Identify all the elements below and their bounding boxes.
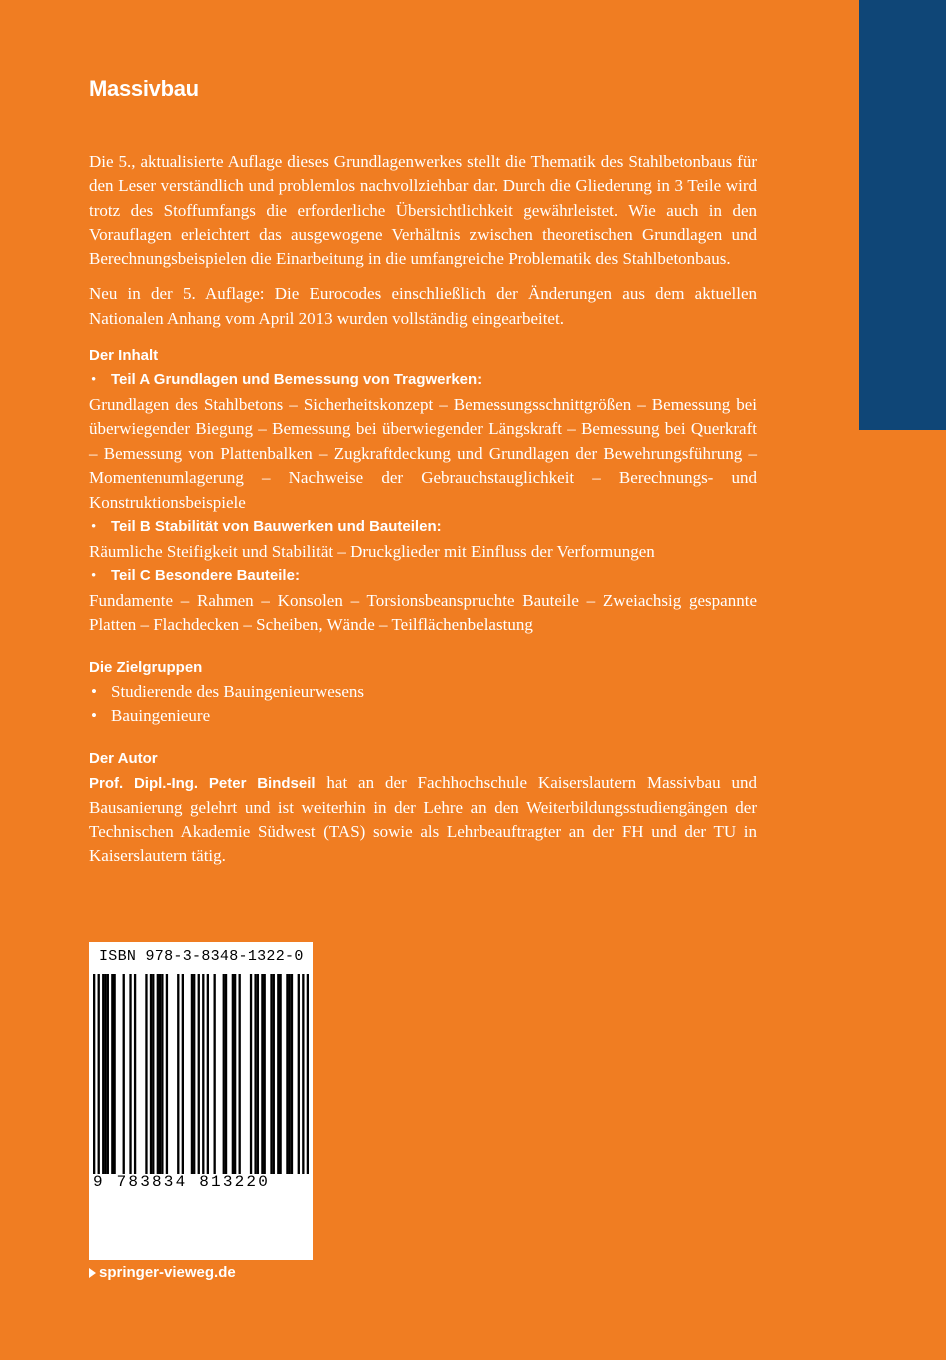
part-title: Teil C Besondere Bauteile: xyxy=(111,567,300,585)
barcode-bar xyxy=(98,974,100,1174)
blue-corner-tab xyxy=(859,0,946,430)
barcode-bar xyxy=(145,974,147,1174)
part-description: Grundlagen des Stahlbetons – Sicherheitskonzept – Bemessungsschnittgrößen – Bemessung bei überwiegender Biegung – Bemessung bei überwiegender Längskraft – Bemessung bei Querkraft – Bemessung von Plattenbalken – Zugkraftdeckung und Grundlagen der Bewehrungsführung – Momentenumlagerung – Nachweise der Gebrauchstauglichkeit – Berechnungs- und Konstruktionsbeispiele xyxy=(89,394,757,512)
bullet-icon: • xyxy=(91,706,97,726)
barcode-bar xyxy=(261,974,263,1174)
barcode-bar xyxy=(250,974,252,1174)
part-description: Räumliche Steifigkeit und Stabilität – Druckglieder mit Einfluss der Verformungen xyxy=(89,541,655,561)
barcode-bar xyxy=(198,974,200,1174)
book-title: Massivbau xyxy=(89,76,199,101)
barcode-bar xyxy=(286,974,288,1174)
barcode-bar xyxy=(302,974,304,1174)
barcode-bar xyxy=(307,974,309,1174)
intro-paragraph-2: Neu in der 5. Auflage: Die Eurocodes einschließlich der Änderungen aus dem aktuellen Nationalen Anhang vom April 2013 wurden vollständig eingearbeitet. xyxy=(89,284,757,328)
publisher-link[interactable] xyxy=(89,1264,236,1281)
author-text: hat an der Fachhochschule Kaiserslautern Massivbau und Bausanierung gelehrt und ist weiterhin in der Lehre an den Weiterbildungsstudiengängen der Technischen Akademie Südwest (TAS) sowie als Lehrbeauftragter an der FH und der TU in Kaiserslautern tätig. xyxy=(89,772,757,866)
publisher-url: springer-vieweg.de xyxy=(99,1264,236,1281)
part-description: Fundamente – Rahmen – Konsolen – Torsionsbeanspruchte Bauteile – Zweiachsig gespannte Platten – Flachdecken – Scheiben, Wände – Teilflächenbelastung xyxy=(89,590,757,635)
barcode-bar xyxy=(254,974,256,1174)
barcode-bar xyxy=(277,974,279,1174)
barcode-bar xyxy=(202,974,204,1174)
list-item: • Bauingenieure xyxy=(89,704,757,729)
barcode-bar xyxy=(234,974,236,1174)
barcode-bar xyxy=(134,974,136,1174)
author-bio xyxy=(89,771,757,869)
section-heading-autor: Der Autor xyxy=(89,749,158,767)
barcode-bar xyxy=(102,974,104,1174)
author-name: Prof. Dipl.-Ing. Peter Bindseil xyxy=(89,774,316,792)
barcode-bar xyxy=(152,974,154,1174)
barcode-digits: 9 783834 813220 xyxy=(93,1173,271,1191)
barcode-bar xyxy=(257,974,259,1174)
barcode-bar xyxy=(191,974,193,1174)
barcode-bar xyxy=(104,974,106,1174)
arrow-right-icon xyxy=(89,1268,96,1278)
intro-paragraph-1: Die 5., aktualisierte Auflage dieses Grundlagenwerkes stellt die Thematik des Stahlbetonbaus für den Leser verständlich und problemlos nachvollziehbar dar. Durch die Gliederung in 3 Teile wird trotz des Stoffumfangs die erforderliche Übersichtlichkeit gewährleistet. Wie auch in den Vorauflagen erleichtert das ausgewogene Verhältnis zwischen theoretischen Grundlagen und Berechnungsbeispielen die Einarbeitung in die umfangreiche Problematik des Stahlbetonbaus. xyxy=(89,152,757,269)
barcode-bar xyxy=(157,974,159,1174)
bullet-icon: • xyxy=(91,372,97,389)
inhalt-part-a xyxy=(89,368,757,515)
barcode-bar xyxy=(159,974,161,1174)
barcode-bar xyxy=(93,974,95,1174)
inhalt-part-c xyxy=(89,564,757,638)
isbn-barcode xyxy=(89,942,313,1260)
barcode-bar xyxy=(223,974,225,1174)
barcode-bar xyxy=(182,974,184,1174)
barcode-bar xyxy=(113,974,115,1174)
barcode-bar xyxy=(193,974,195,1174)
barcode-bar xyxy=(232,974,234,1174)
barcode-bar xyxy=(264,974,266,1174)
barcode-bar xyxy=(291,974,293,1174)
bullet-icon: • xyxy=(91,568,97,585)
inhalt-part-b xyxy=(89,515,757,564)
barcode-bar xyxy=(161,974,163,1174)
barcode-bar xyxy=(289,974,291,1174)
barcode-bar xyxy=(166,974,168,1174)
barcode-bar xyxy=(239,974,241,1174)
list-item: • Studierende des Bauingenieurwesens xyxy=(89,680,757,705)
section-heading-inhalt: Der Inhalt xyxy=(89,347,159,365)
barcode-bar xyxy=(150,974,152,1174)
isbn-label: ISBN 978-3-8348-1322-0 xyxy=(99,948,304,965)
section-heading-zielgruppen: Die Zielgruppen xyxy=(89,658,203,676)
barcode-bar xyxy=(107,974,109,1174)
barcode-bar xyxy=(279,974,281,1174)
barcode-bar xyxy=(273,974,275,1174)
barcode-bar xyxy=(225,974,227,1174)
bullet-icon: • xyxy=(91,519,97,536)
barcode-bar xyxy=(270,974,272,1174)
barcode-bar xyxy=(298,974,300,1174)
barcode-bar xyxy=(207,974,209,1174)
back-cover-content xyxy=(89,74,757,869)
zielgruppen-list xyxy=(89,680,757,729)
bullet-icon: • xyxy=(91,681,97,701)
part-title: Teil B Stabilität von Bauwerken und Bauteilen: xyxy=(111,518,442,536)
barcode-bar xyxy=(111,974,113,1174)
barcode-bars xyxy=(93,974,309,1174)
barcode-bar xyxy=(214,974,216,1174)
barcode-bar xyxy=(129,974,131,1174)
barcode-bar xyxy=(123,974,125,1174)
barcode-bar xyxy=(177,974,179,1174)
part-title: Teil A Grundlagen und Bemessung von Tragwerken: xyxy=(111,371,483,389)
